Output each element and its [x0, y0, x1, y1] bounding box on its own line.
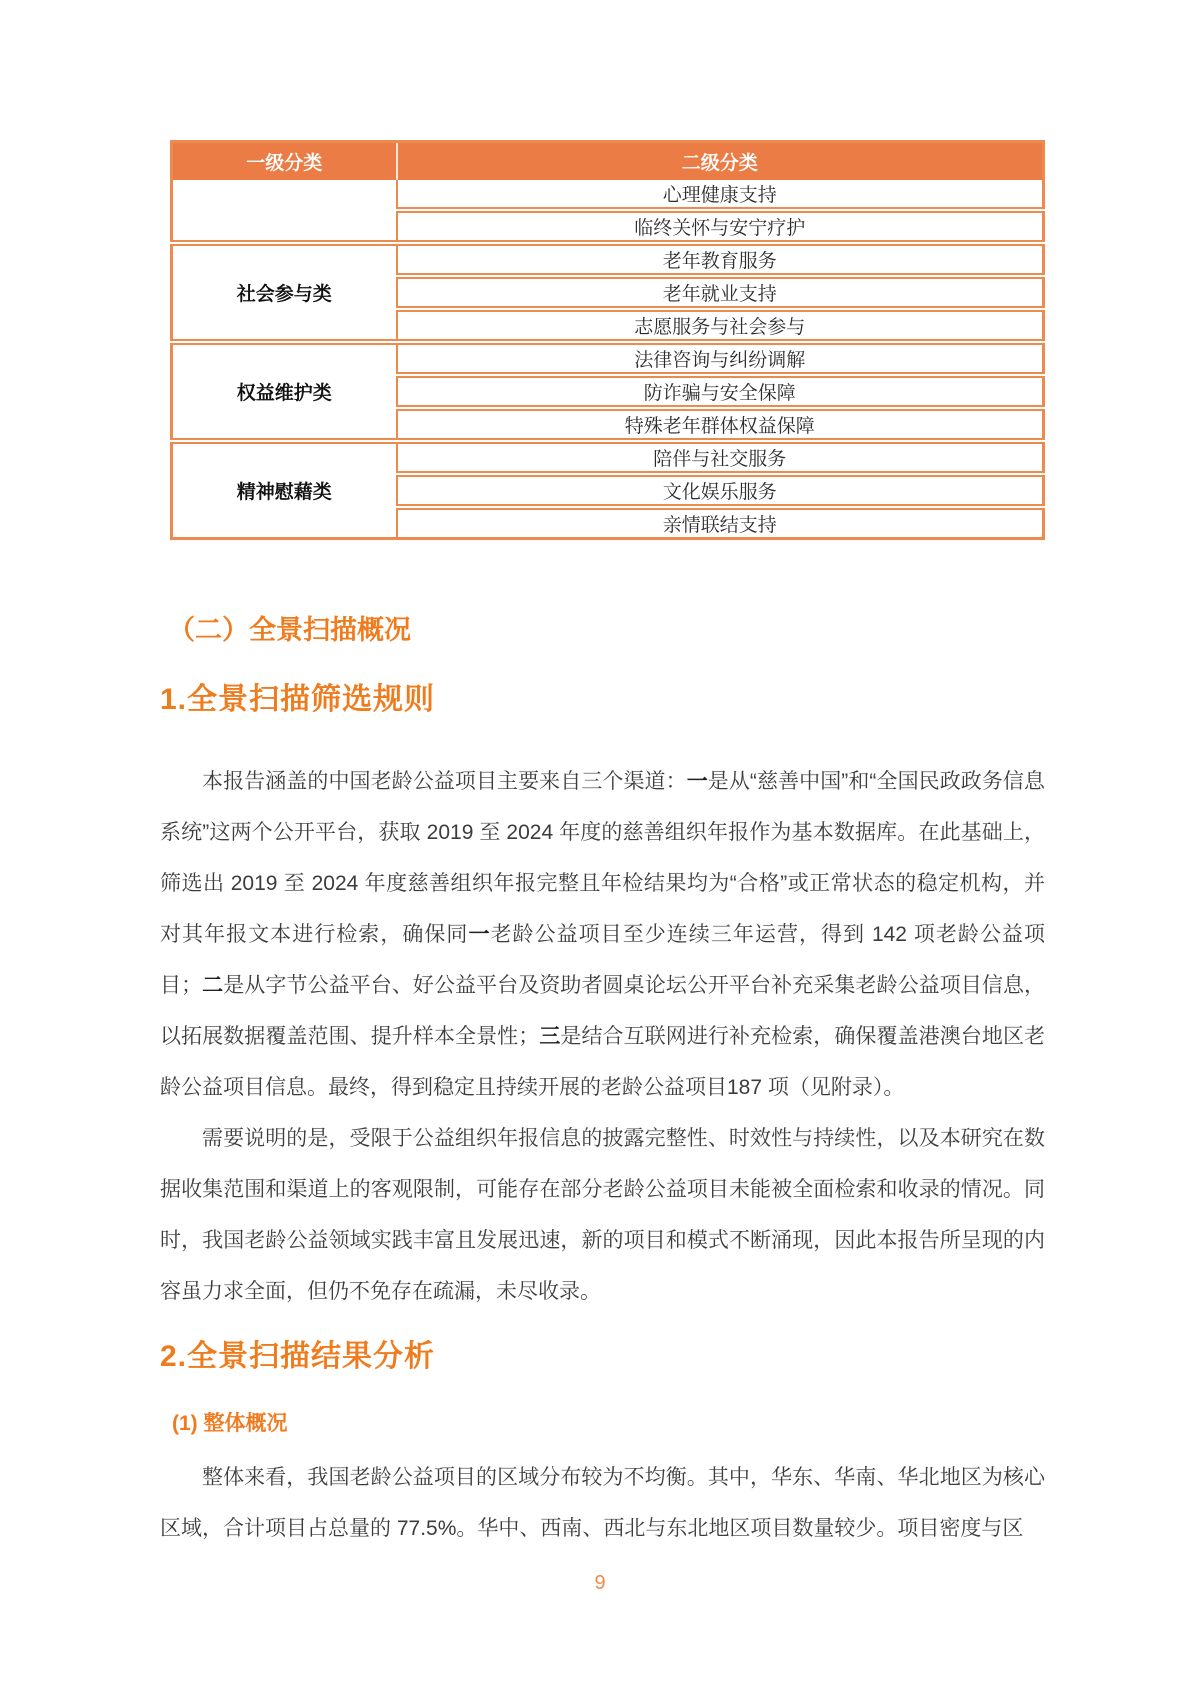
- table-row: [172, 441, 1044, 474]
- table-category-cell: 权益维护类: [172, 342, 397, 441]
- subsection-heading-result-analysis: 2.全景扫描结果分析: [160, 1340, 436, 1374]
- page-number: 9: [594, 1572, 606, 1594]
- paragraph-overall-overview: 整体来看，我国老龄公益项目的区域分布较为不均衡。其中，华东、华南、华北地区为核心区域，合计项目占总量的 77.5%。华中、西南、西北与东北地区项目数量较少。项目密度与区: [160, 1466, 1045, 1541]
- table-header-level2: 二级分类: [397, 142, 1044, 181]
- table-item-cell: 志愿服务与社会参与: [397, 309, 1044, 342]
- table-category-cell: 精神慰藉类: [236, 482, 332, 503]
- paragraph-text: 本报告涵盖的中国老龄公益项目主要来自三个渠道：: [202, 770, 687, 794]
- point-heading-overview: (1) 整体概况: [172, 1412, 288, 1436]
- table-row: [172, 342, 1044, 375]
- table-item-cell: 亲情联结支持: [397, 507, 1044, 539]
- table-row: [172, 180, 1044, 210]
- table-item-cell: 法律咨询与纠纷调解: [397, 342, 1044, 375]
- paragraph-bold-marker: 一: [468, 923, 491, 947]
- table-category-cell: 社会参与类: [172, 243, 397, 342]
- table-header-row: [172, 142, 1044, 181]
- table-item-cell: 特殊老年群体权益保障: [397, 408, 1044, 441]
- paragraph-text: 是结合互联网进行补充检索，确保覆盖港澳台地区老龄公益项目信息。最终，得到稳定且持续开展的老龄公益项目187 项（见附录）。: [160, 1025, 1046, 1100]
- table-header-level1: 一级分类: [172, 142, 397, 181]
- table-item-cell: 老年就业支持: [397, 276, 1044, 309]
- table-item-cell: 防诈骗与安全保障: [397, 375, 1044, 408]
- paragraph-text: 是从“慈善中国”和“全国民政政务信息系统”这两个公开平台，获取 2019 至 2024 年度的慈善组织年报作为基本数据库。在此基础上，筛选出 2019 至 2024 年度慈善组织年报完整且年检结果均为“合格”或正常状态的稳定机构，并对其年报文本进行检索，确保同: [160, 770, 1046, 947]
- paragraph-text: 老龄公益项目至少连续三年运营，得到 142 项老龄公益项目；: [160, 923, 1046, 998]
- table-item-cell: 老年教育服务: [397, 243, 1044, 276]
- paragraph-text: 是从字节公益平台、好公益平台及资助者圆桌论坛公开平台补充采集老龄公益项目信息，以拓展数据覆盖范围、提升样本全景性；: [160, 974, 1046, 1049]
- table-item-cell: 临终关怀与安宁疗护: [397, 210, 1044, 243]
- table-item-cell: 心理健康支持: [397, 180, 1044, 210]
- paragraph-screening-rules: [160, 756, 1045, 1113]
- classification-table: [170, 140, 1045, 540]
- paragraph-bold-marker: 三: [539, 1025, 561, 1049]
- table-item-cell: 文化娱乐服务: [397, 474, 1044, 507]
- paragraph-disclaimer: 需要说明的是，受限于公益组织年报信息的披露完整性、时效性与持续性，以及本研究在数据收集范围和渠道上的客观限制，可能存在部分老龄公益项目未能被全面检索和收录的情况。同时，我国老龄公益领域实践丰富且发展迅速，新的项目和模式不断涌现，因此本报告所呈现的内容虽力求全面，但仍不免存在疏漏，未尽收录。: [160, 1127, 1045, 1304]
- paragraph-bold-marker: 一: [686, 770, 708, 794]
- table-category-cell: [172, 180, 397, 243]
- subsection-heading-screening-rules: 1.全景扫描筛选规则: [160, 683, 436, 717]
- table-item-cell: 陪伴与社交服务: [397, 441, 1044, 474]
- table-row: [172, 243, 1044, 276]
- paragraph-bold-marker: 二: [202, 974, 224, 998]
- section-heading: （二）全景扫描概况: [168, 615, 411, 645]
